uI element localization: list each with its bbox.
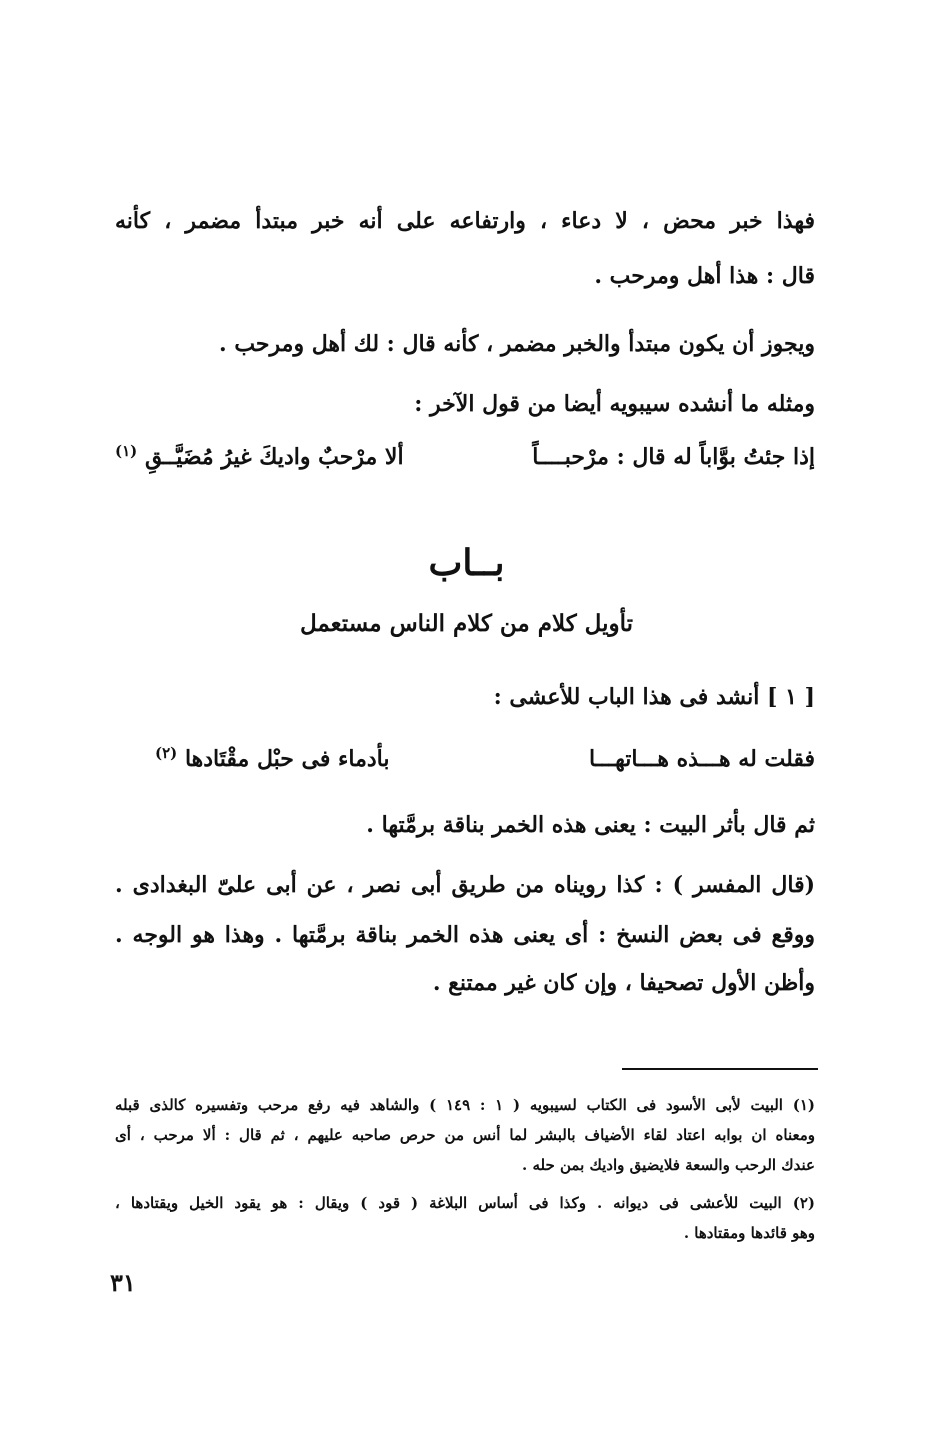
paragraph-line: فهذا خبر محض ، لا دعاء ، وارتفاعه على أنه خبر مبتدأ مضمر ، كأنه [115, 208, 815, 234]
paragraph-line: قال : هذا أهل ومرحب . [594, 263, 815, 289]
footnote-line: (٢) البيت للأعشى فى ديوانه . وكذا فى أساس البلاغة ( قود ) ويقال : هو يقود الخيل ويقتادها ، [115, 1194, 815, 1212]
verse-hemistich-second [115, 442, 404, 474]
section-title: بــاب [428, 542, 505, 584]
paragraph-line: ثم قال بأثر البيت : يعنى هذه الخمر بناقة برمَّتها . [366, 812, 815, 838]
verse-line [115, 442, 815, 474]
item-intro: [ ١ ] أنشد فى هذا الباب للأعشى : [493, 684, 815, 710]
footnote-separator [622, 1068, 818, 1070]
footnote-line: (١) البيت لأبى الأسود فى الكتاب لسيبويه ( ١ : ١٤٩ ) والشاهد فيه رفع مرحب وتفسيره كالذى قبله [115, 1096, 815, 1114]
verse-hemistich-text: ألا مرْحبٌ واديكَ غيرُ مُضَيَّــقِ [144, 444, 404, 470]
section-subtitle: تأويل كلام من كلام الناس مستعمل [299, 610, 634, 637]
verse-hemistich-first: إذا جئتُ بوَّاباً له قال : مرْحبــــاً [532, 444, 815, 470]
commentary-line: ووقع فى بعض النسخ : أى يعنى هذه الخمر بناقة برمَّتها . وهذا هو الوجه . [115, 922, 815, 948]
paragraph-line: ويجوز أن يكون مبتدأ والخبر مضمر ، كأنه قال : لك أهل ومرحب . [219, 331, 815, 357]
footnote-reference: (٢) [155, 744, 178, 762]
footnote-line: ومعناه ان بوابه اعتاد لقاء الأضياف بالبشر لما أنس من حرص صاحبه عليهم ، ثم قال : ألا مرحب ، أى [115, 1126, 815, 1144]
verse-hemistich-text: بأدماء فى حبْل مقْتَادها [184, 746, 390, 772]
paragraph-line: ومثله ما أنشده سيبويه أيضا من قول الآخر : [414, 391, 815, 417]
verse-hemistich-second [155, 744, 390, 776]
commentary-line: (قال المفسر ) : كذا رويناه من طريق أبى نصر ، عن أبى علىّ البغدادى . [115, 872, 815, 898]
verse-hemistich-first: فقلت له هـــذه هـــاتهـــا [589, 746, 815, 772]
verse-line [155, 744, 815, 776]
footnote-line: وهو قائدها ومقتادها . [683, 1224, 815, 1242]
commentary-line: وأظن الأول تصحيفا ، وإن كان غير ممتنع . [432, 970, 815, 996]
footnote-reference: (١) [115, 442, 138, 460]
footnote-line: عندك الرحب والسعة فلايضيق واديك بمن حله . [522, 1156, 815, 1174]
page-number: ٣١ [110, 1268, 136, 1297]
